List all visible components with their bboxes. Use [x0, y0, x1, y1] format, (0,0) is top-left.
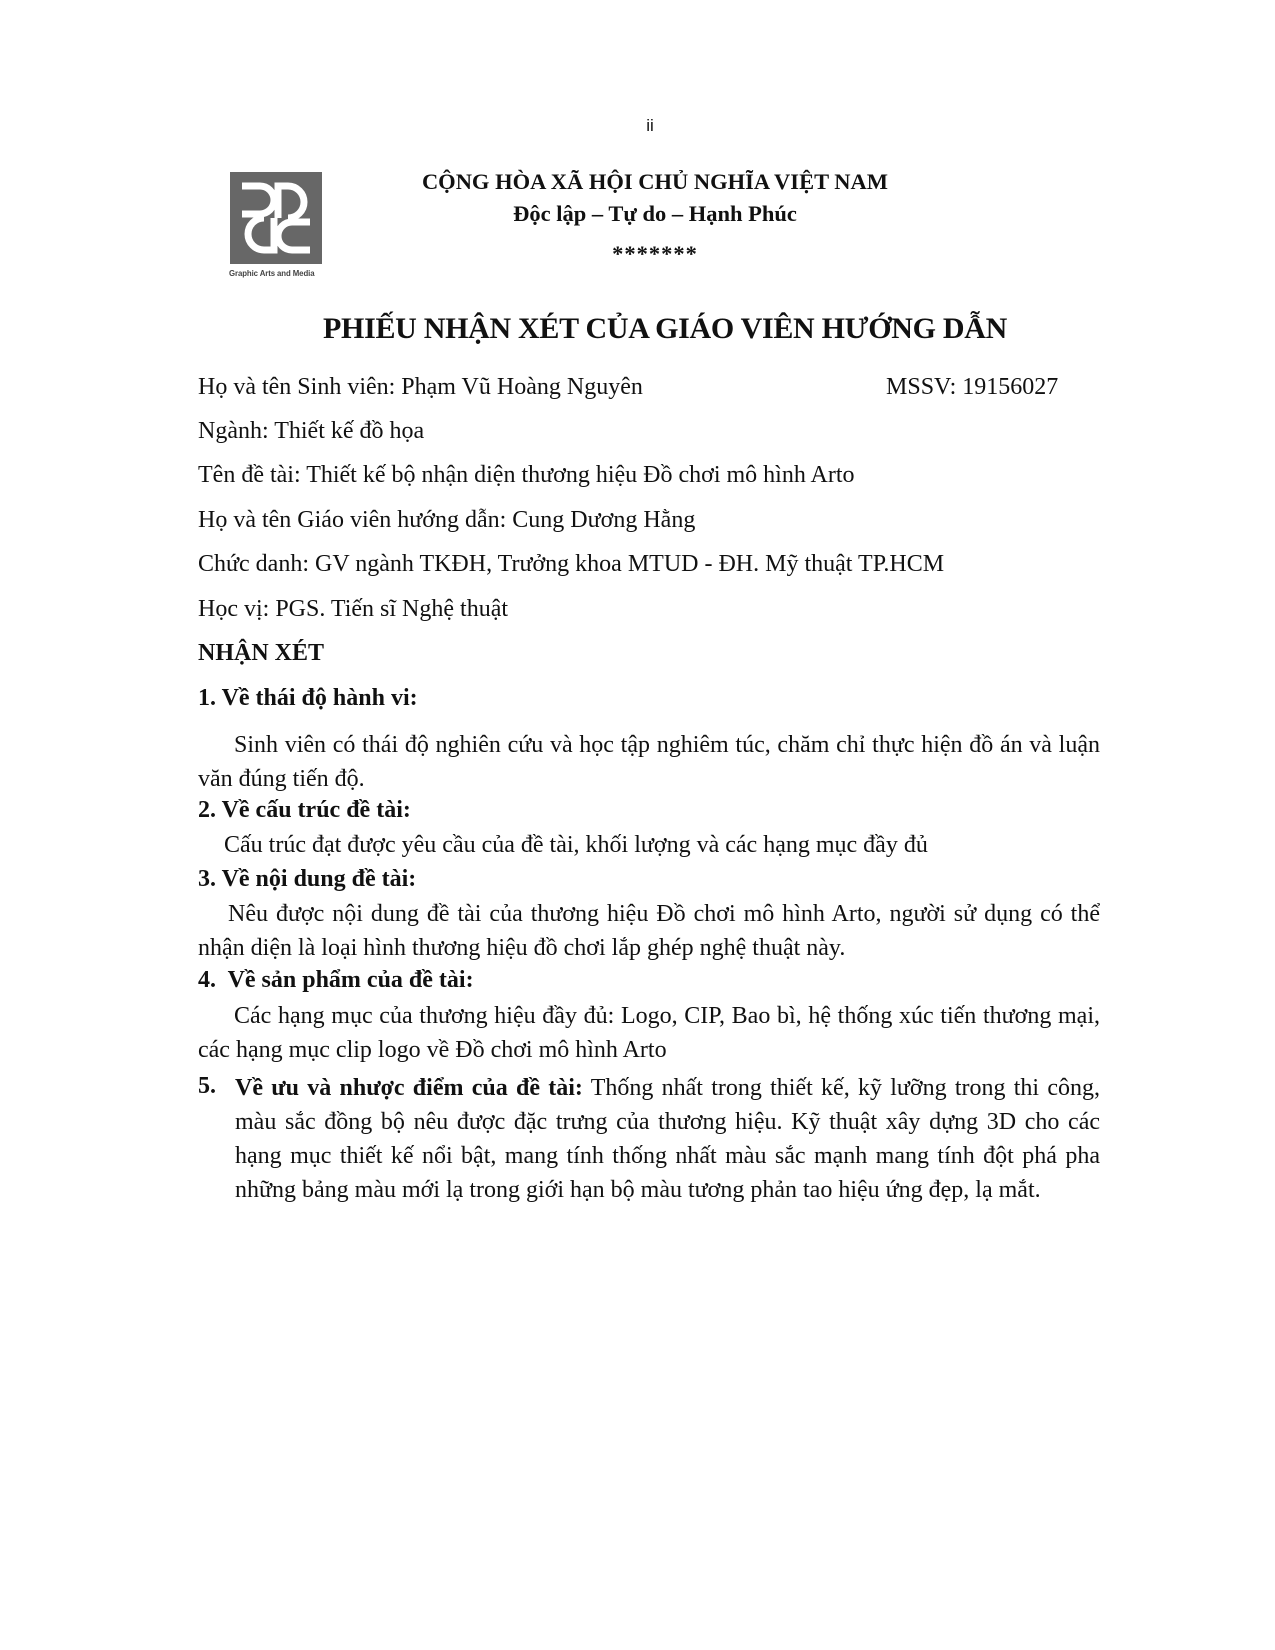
logo-caption: Graphic Arts and Media — [229, 268, 315, 278]
section-5-heading: Về ưu và nhược điểm của đề tài: — [235, 1075, 583, 1101]
section-4-text: Các hạng mục của thương hiệu đầy đủ: Logo, CIP, Bao bì, hệ thống xúc tiến thương mại, các hạng mục clip logo về Đồ chơi mô hình Arto — [198, 1003, 1100, 1063]
section-1-text: Sinh viên có thái độ nghiên cứu và học tập nghiêm túc, chăm chỉ thực hiện đồ án và luận văn đúng tiến độ. — [198, 732, 1100, 792]
student-id: MSSV: 19156027 — [886, 374, 1059, 400]
separator-stars: ******* — [612, 241, 698, 266]
section-4-heading: 4. Về sản phẩm của đề tài: — [198, 967, 474, 993]
document-title: PHIẾU NHẬN XÉT CỦA GIÁO VIÊN HƯỚNG DẪN — [323, 312, 1007, 345]
advisor-degree: Học vị: PGS. Tiến sĩ Nghệ thuật — [198, 596, 509, 622]
logo-mark-icon — [230, 172, 322, 264]
national-motto: Độc lập – Tự do – Hạnh Phúc — [513, 201, 797, 226]
section-2-heading: 2. Về cấu trúc đề tài: — [198, 797, 411, 823]
section-1-heading: 1. Về thái độ hành vi: — [198, 685, 418, 711]
major: Ngành: Thiết kế đồ họa — [198, 418, 425, 444]
topic: Tên đề tài: Thiết kế bộ nhận diện thương hiệu Đồ chơi mô hình Arto — [198, 462, 855, 488]
country-name: CỘNG HÒA XÃ HỘI CHỦ NGHĨA VIỆT NAM — [421, 169, 889, 194]
section-2-text: Cấu trúc đạt được yêu cầu của đề tài, khối lượng và các hạng mục đầy đủ — [224, 832, 928, 858]
page-number: ii — [646, 116, 654, 135]
section-3-heading: 3. Về nội dung đề tài: — [198, 866, 417, 892]
institution-logo — [230, 172, 322, 264]
student-name: Họ và tên Sinh viên: Phạm Vũ Hoàng Nguyên — [198, 374, 643, 400]
national-header — [340, 168, 970, 272]
section-3-text: Nêu được nội dung đề tài của thương hiệu Đồ chơi mô hình Arto, người sử dụng có thể nhận diện là loại hình thương hiệu đồ chơi lắp ghép nghệ thuật này. — [198, 901, 1100, 961]
advisor-name: Họ và tên Giáo viên hướng dẫn: Cung Dương Hằng — [198, 507, 696, 533]
advisor-position: Chức danh: GV ngành TKĐH, Trưởng khoa MTUD - ĐH. Mỹ thuật TP.HCM — [198, 551, 945, 577]
section-5-number: 5. — [198, 1073, 216, 1099]
section-5-body — [235, 1071, 1100, 1207]
section-5-text: Thống nhất trong thiết kế, kỹ lưỡng trong thi công, màu sắc đồng bộ nêu được đặc trưng của thương hiệu. Kỹ thuật xây dựng 3D cho các hạng mục thiết kế nổi bật, mang tính thống nhất màu sắc mạnh mang tính đột phá pha những bảng màu mới lạ trong giới hạn bộ màu tương phản tao hiệu ứng đẹp, lạ mắt. — [235, 1075, 1100, 1203]
review-heading: NHẬN XÉT — [198, 640, 325, 666]
